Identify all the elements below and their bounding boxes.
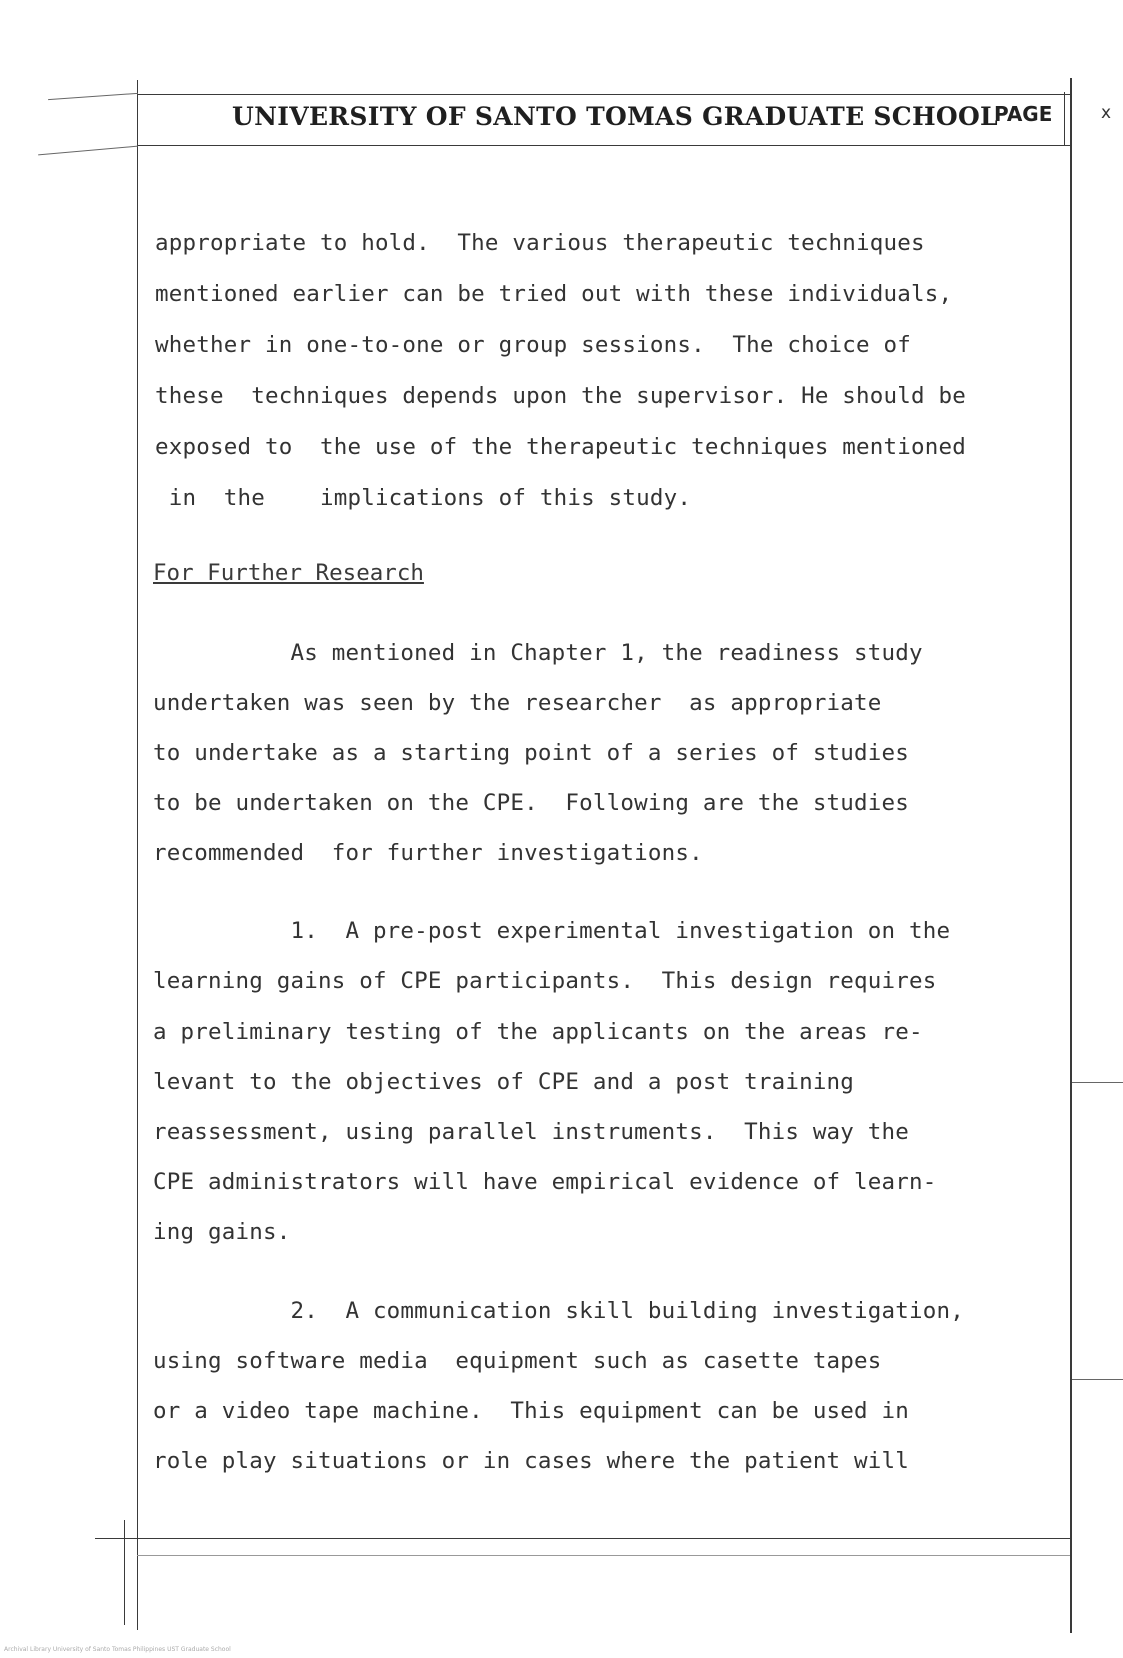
paragraph2-line: to be undertaken on the CPE. Following are the studies bbox=[153, 790, 910, 816]
header-page-number: x bbox=[1101, 103, 1112, 123]
item1-line: levant to the objectives of CPE and a post training bbox=[153, 1069, 855, 1095]
item1-line: 1. A pre-post experimental investigation on the bbox=[153, 918, 951, 944]
right-edge-mark-1 bbox=[1072, 1082, 1123, 1083]
paragraph1-line: in the implications of this study. bbox=[155, 485, 692, 511]
item1-line: reassessment, using parallel instruments. This way the bbox=[153, 1119, 910, 1145]
left-margin-rule-outer bbox=[124, 1520, 125, 1625]
item1-line: learning gains of CPE participants. This design requires bbox=[153, 968, 937, 994]
paragraph2-line: As mentioned in Chapter 1, the readiness study bbox=[153, 640, 923, 666]
left-margin-rule bbox=[137, 80, 138, 1630]
section-heading: For Further Research bbox=[153, 560, 424, 586]
header-title: UNIVERSITY OF SANTO TOMAS GRADUATE SCHOOL bbox=[232, 102, 998, 131]
header-bottom-rule bbox=[137, 145, 1070, 146]
paragraph2-line: recommended for further investigations. bbox=[153, 840, 703, 866]
item1-line: a preliminary testing of the applicants on the areas re- bbox=[153, 1019, 923, 1045]
bottom-rule-faint bbox=[137, 1555, 1070, 1556]
paragraph1-line: exposed to the use of the therapeutic techniques mentioned bbox=[155, 434, 967, 460]
right-margin-rule bbox=[1070, 78, 1072, 1633]
item2-line: or a video tape machine. This equipment can be used in bbox=[153, 1398, 910, 1424]
paragraph1-line: whether in one-to-one or group sessions. The choice of bbox=[155, 332, 912, 358]
item2-line: 2. A communication skill building investigation, bbox=[153, 1298, 965, 1324]
paragraph2-line: undertaken was seen by the researcher as appropriate bbox=[153, 690, 882, 716]
item2-line: using software media equipment such as casette tapes bbox=[153, 1348, 882, 1374]
paragraph1-line: mentioned earlier can be tried out with these individuals, bbox=[155, 281, 953, 307]
header-page-divider bbox=[1064, 92, 1065, 146]
left-edge-mark-top bbox=[48, 93, 138, 100]
header-page-label: PAGE bbox=[994, 102, 1053, 126]
paragraph2-line: to undertake as a starting point of a series of studies bbox=[153, 740, 910, 766]
item1-line: ing gains. bbox=[153, 1219, 291, 1245]
paragraph1-line: these techniques depends upon the supervisor. He should be bbox=[155, 383, 967, 409]
item2-line: role play situations or in cases where the patient will bbox=[153, 1448, 910, 1474]
header-top-rule bbox=[137, 94, 1070, 95]
paragraph1-line: appropriate to hold. The various therapeutic techniques bbox=[155, 230, 925, 256]
bottom-rule bbox=[95, 1538, 1070, 1539]
scan-footer-note: Archival Library University of Santo Tomas Philippines UST Graduate School bbox=[4, 1646, 231, 1653]
item1-line: CPE administrators will have empirical evidence of learn- bbox=[153, 1169, 937, 1195]
left-edge-mark bbox=[38, 146, 138, 156]
right-edge-mark-2 bbox=[1072, 1379, 1123, 1380]
